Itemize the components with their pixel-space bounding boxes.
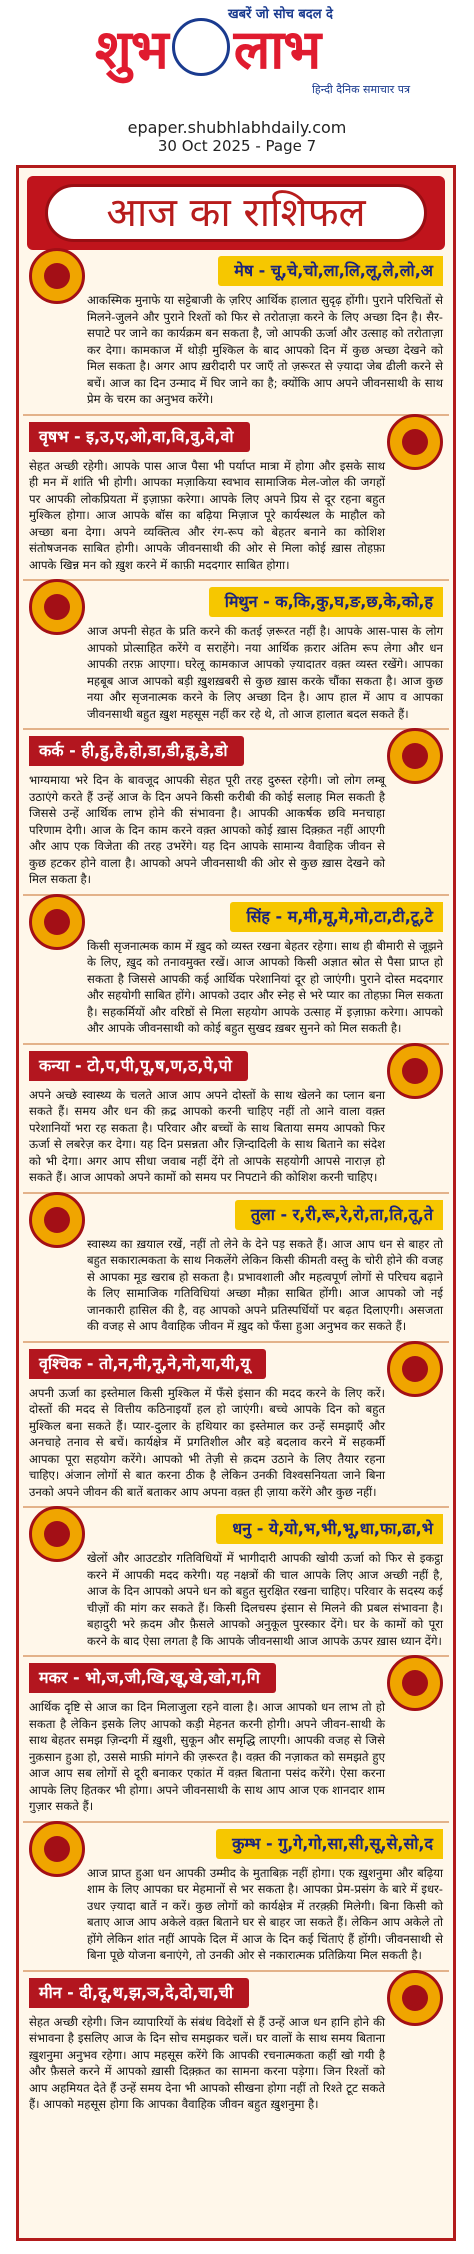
sign-section-scorpio — [19, 1347, 453, 1501]
divider — [23, 1506, 449, 1508]
masthead — [0, 0, 474, 100]
sign-title: कुम्भ - गु,गे,गो,सा,सी,सू,से,सो,द — [216, 1829, 443, 1859]
sign-text: भाग्यमाया भरे दिन के बावजूद आपकी सेहत पूरी तरह दुरुस्त रहेगी। जो लोग लम्बू उठाएंगे करते हैं उन्हें आज के दिन अपने किसी करीबी की कोई सलाह मिल सकती है जिससे उन्हें आर्थिक लाभ होने की संभावना है। आपकी आकर्षक छवि मनचाहा परिणाम देगी। आज के दिन काम करने वक़्त आपको कोई ख़ास दिक़्क़त नहीं आएगी और आप एक विजेता की तरह उभरेंगे। यह दिन आपके सामान्य वैवाहिक जीवन से कुछ हटकर होने वाला है। आपको अपने जीवनसाथी की ओर से कुछ ख़ास देखने को मिल सकता है। — [29, 773, 385, 886]
sign-section-libra — [19, 1198, 453, 1335]
sign-section-pisces — [19, 1976, 453, 2113]
sign-text: किसी सृजनात्मक काम में ख़ुद को व्यस्त रखना बेहतर रहेगा। साथ ही बीमारी से जूझने के लिए, ख़ुद को तनावमुक्त रखें। आज आपको किसी अज्ञात स्रोत से पैसा प्राप्त हो सकता है जिससे आपकी कई आर्थिक परेशानियां दूर हो जाएंगी। पुराने दोस्त मददगार और सहयोगी साबित होंगे। आपको उदार और स्नेह से भरे प्यार का तोहफ़ा मिल सकता है। सहकर्मियों और वरिष्ठों से मिला सहयोग आपके उत्साह में इज़ाफ़ा करेगा। आपको और आपके जीवनसाथी को कोई बहुत सुखद ख़बर सुनने को मिल सकती है। — [87, 938, 443, 1035]
sign-text: आकस्मिक मुनाफे या सट्टेबाजी के ज़रिए आर्थिक हालात सुदृढ़ होंगी। पुराने परिचितों से मिलने-जुलने और पुराने रिश्तों को फिर से तरोताज़ा करने के लिए अच्छा दिन है। सैर-सपाटे पर जाने का कार्यक्रम बन सकता है, जो आपकी ऊर्जा और उत्साह को तरोताज़ा कर देगा। कामकाज में थोड़ी मुश्किल के बाद आपको दिन में कुछ अच्छा देखने को मिल सकता है। अगर आप ख़रीदारी पर जाएँ तो ज़रूरत से ज़्यादा जेब ढीली करने से बचें। आज का दिन उन्माद में घिर जाने का है; क्योंकि आप अपने जीवनसाथी के साथ प्रेम के चरम का अनुभव करेंगे। — [87, 293, 443, 406]
newspaper-logo — [95, 10, 320, 84]
sign-section-leo — [19, 900, 453, 1037]
sign-text: स्वास्थ्य का ख़याल रखें, नहीं तो लेने के देने पड़ सकते हैं। आज आप धन से बाहर तो बहुत सकारात्मकता के साथ निकलेंगे लेकिन किसी कीमती वस्तु के चोरी होने की वजह से आपका मूड खराब हो सकता है। प्रभावशाली और महत्वपूर्ण लोगों से परिचय बढ़ाने के लिए सामाजिक गतिविधियां अच्छा मौक़ा साबित होंगी। आज आपको जो नई जानकारी हासिल की है, वह आपको अपने प्रतिस्पर्धियों पर बढ़त दिलाएगी। असजता की वजह से आप वैवाहिक जीवन में ख़ुद को फँसा हुआ अनुभव कर सकते हैं। — [87, 1236, 443, 1333]
sign-title: मीन - दी,दू,थ,झ,ञ,दे,दो,चा,ची — [29, 1978, 249, 2008]
logo-word-left: शुभ — [95, 18, 168, 81]
divider — [23, 894, 449, 896]
edition-meta — [0, 100, 474, 156]
virgo-icon — [387, 1043, 443, 1099]
sign-section-aquarius — [19, 1827, 453, 1964]
divider — [23, 414, 449, 416]
sign-title: कर्क - ही,हु,हे,हो,डा,डी,डू,डे,डो — [29, 736, 244, 766]
sign-title: मिथुन - क,कि,कु,घ,ङ,छ,के,को,ह — [209, 587, 443, 617]
sign-text: सेहत अच्छी रहेगी। जिन व्यापारियों के संबंध विदेशों से हैं उन्हें आज धन हानि होने की संभावना है इसलिए आज के दिन सोच समझकर चलें। घर वालों के साथ समय बिताना ख़ुशनुमा अनुभव रहेगा। आप महसूस करेंगे कि आपकी रचनात्मकता कहीं खो गयी है और फ़ैसले करने में आपको ख़ासी दिक़्क़त का सामना करना पड़ेगा। जिन रिश्तों को आप अहमियत देते हैं उन्हें समय देना भी आपको सीखना होगा नहीं तो रिश्ते टूट सकते हैं। आपको महसूस होगा कि आपका वैवाहिक जीवन बहुत ख़ुशनुमा है। — [29, 2014, 385, 2111]
pisces-icon — [387, 1970, 443, 2026]
sign-title: मेष - चू,चे,चो,ला,लि,लू,ले,लो,अ — [218, 256, 443, 286]
sagittarius-icon — [29, 1506, 85, 1562]
date-page: 30 Oct 2025 - Page 7 — [157, 137, 317, 155]
sign-title: कन्या - टो,प,पी,पू,ष,ण,ठ,पे,पो — [29, 1051, 248, 1081]
divider — [23, 1970, 449, 1972]
ganesh-icon — [172, 18, 230, 76]
taurus-icon — [387, 414, 443, 470]
aquarius-icon — [29, 1821, 85, 1877]
sign-section-capricorn — [19, 1661, 453, 1815]
leo-icon — [29, 894, 85, 950]
masthead-tagline: खबरें जो सोच बदल दे — [228, 7, 333, 22]
divider — [23, 1821, 449, 1823]
scorpio-icon — [387, 1341, 443, 1397]
sign-title: सिंह - म,मी,मू,मे,मो,टा,टी,टू,टे — [230, 902, 443, 932]
sign-text: अपने अच्छे स्वास्थ्य के चलते आज आप अपने दोस्तों के साथ खेलने का प्लान बना सकते हैं। समय और धन की क़द्र आपको करनी चाहिए नहीं तो आने वाला वक़्त परेशानियों भरा रह सकता है। परिवार और बच्चों के साथ बिताया समय आपको फिर ऊर्जा से लबरेज़ कर देगा। यह दिन प्रसन्नता और ज़िन्दादिली के साथ बिताने का संदेश को भी देगा। अगर आप सीधा जवाब नहीं देंगे तो आपके सहयोगी आपसे नाराज़ हो सकते हैं। आज आपको अपने कामों को समय पर निपटाने की कोशिश करनी चाहिए। — [29, 1087, 385, 1184]
sign-section-aries — [19, 254, 453, 408]
page-title: आज का राशिफल — [45, 184, 427, 242]
divider — [23, 1192, 449, 1194]
aries-icon — [29, 248, 85, 304]
divider — [23, 579, 449, 581]
cancer-icon — [387, 728, 443, 784]
masthead-subtag: हिन्दी दैनिक समाचार पत्र — [312, 83, 411, 96]
capricorn-icon — [387, 1655, 443, 1711]
sign-section-cancer — [19, 734, 453, 888]
sign-title: मकर - भो,ज,जी,खि,खू,खे,खो,ग,गि — [29, 1663, 276, 1693]
divider — [23, 1341, 449, 1343]
sign-text: आज प्राप्त हुआ धन आपकी उम्मीद के मुताबिक़ नहीं होगा। एक ख़ुशनुमा और बढ़िया शाम के लिए आपका घर मेहमानों से भर सकता है। आपका प्रेम-प्रसंग के बारे में इधर-उधर ज़्यादा बातें न करें। कुछ लोगों को कार्यक्षेत्र में तरक़्क़ी मिलेगी। बिना किसी को बताए आज आप अकेले वक़्त बिताने घर से बाहर जा सकते हैं। लेकिन आप अकेले तो होंगे लेकिन शांत नहीं आपके दिल में आज के दिन कई चिंताएं हैं होंगी। जीवनसाथी से बिना पूछे योजना बनाएंगे, तो उनकी ओर से नकारात्मक प्रतिक्रिया मिल सकती है। — [87, 1865, 443, 1962]
sign-section-sagittarius — [19, 1512, 453, 1649]
sign-text: अपनी ऊर्जा का इस्तेमाल किसी मुश्किल में फँसे इंसान की मदद करने के लिए करें। दोस्तों की मदद से वित्तीय कठिनाइयाँ हल हो जाएंगी। बच्चे आपके दिन को बहुत मुश्किल बना सकते हैं। प्यार-दुलार के हथियार का इस्तेमाल कर उन्हें समझाएँ और अनचाहे तनाव से बचें। कार्यक्षेत्र में प्रगतिशील और बड़े बदलाव करने में सहकर्मी आपका पूरा सहयोग करेंगे। आपको भी तेज़ी से क़दम उठाने के लिए तैयार रहना चाहिए। अंजान लोगों से बात करना ठीक है लेकिन उनकी विश्वसनियता जाने बिना उनको अपने जीवन की बातें बताकर आप अपना वक़्त ही ज़ाया करेंगे और कुछ नहीं। — [29, 1385, 385, 1499]
divider — [23, 1043, 449, 1045]
divider — [23, 1655, 449, 1657]
sign-text: आर्थिक दृष्टि से आज का दिन मिलाजुला रहने वाला है। आज आपको धन लाभ तो हो सकता है लेकिन इसके लिए आपको कड़ी मेहनत करनी होगी। अपने जीवन-साथी के साथ बेहतर समझ ज़िन्दगी में ख़ुशी, सुकून और समृद्धि लाएगी। आपकी वजह से जिसे नुक़सान हुआ हो, उससे माफ़ी मांगने की ज़रूरत है। वक़्त की नज़ाकत को समझते हुए आज आप सब लोगों से दूरी बनाकर एकांत में वक़्त बिताना पसंद करेंगे। ऐसा करना आपके लिए हितकर भी होगा। अपने जीवनसाथी के साथ आप आज एक शानदार शाम गुज़ार सकते हैं। — [29, 1700, 385, 1813]
sign-section-gemini — [19, 585, 453, 722]
sign-section-virgo — [19, 1049, 453, 1186]
sign-title: धनु - ये,यो,भ,भी,भू,धा,फा,ढा,भे — [216, 1514, 443, 1544]
sign-title: वृश्चिक - तो,न,नी,नू,ने,नो,या,यी,यू — [29, 1349, 266, 1379]
gemini-icon — [29, 579, 85, 635]
epaper-url[interactable]: epaper.shubhlabhdaily.com — [127, 118, 347, 137]
logo-word-right: लाभ — [233, 18, 321, 81]
sign-title: तुला - र,री,रू,रे,रो,ता,ति,तू,ते — [235, 1200, 443, 1230]
sign-text: आज अपनी सेहत के प्रति करने की कतई ज़रूरत नहीं है। आपके आस-पास के लोग आपको प्रोत्साहित करेंगे व सराहेंगे। नया आर्थिक क़रार अंतिम रूप लेगा और धन आपकी तरफ़ आएगा। घरेलू कामकाज आपको ज़्यादातर वक़्त व्यस्त रखेंगे। आपका महबूब आज आपको बड़ी ख़ुशख़बरी से कुछ ख़ास करके चौंका सकता है। आज कुछ नया और सृजनात्मक करने के लिए अच्छा दिन है। आप हाल में आप व आपका जीवनसाथी बहुत ख़ुश महसूस नहीं कर रहे थे, तो आज हालात बदल सकते हैं। — [87, 624, 443, 721]
sign-text: सेहत अच्छी रहेगी। आपके पास आज पैसा भी पर्याप्त मात्रा में होगा और इसके साथ ही मन में शांति भी होगी। आपका मज़ाकिया स्वभाव सामाजिक मेल-जोल की जगहों पर आपकी लोकप्रियता में इज़ाफ़ा करेगा। आपके लिए अपने प्रिय से दूर रहना बहुत मुश्किल होगा। आज आपके बॉस का बढ़िया मिज़ाज पूरे कार्यस्थल के माहौल को अच्छा बना देगा। अपने व्यक्तित्व और रंग-रूप को बेहतर बनाने का कोशिश संतोषजनक साबित होगी। आपके जीवनसाथी की ओर से मिला कोई ख़ास तोहफ़ा आपके खिन्न मन को ख़ुश करने में काफ़ी मददगार साबित होगा। — [29, 458, 385, 572]
title-band — [27, 176, 445, 250]
horoscope-page — [16, 165, 456, 2241]
sign-section-taurus — [19, 420, 453, 574]
sign-title: वृषभ - इ,उ,ए,ओ,वा,वि,वु,वे,वो — [29, 422, 250, 452]
sign-text: खेलों और आउटडोर गतिविधियों में भागीदारी आपकी खोयी ऊर्जा को फिर से इकट्ठा करने में आपकी मदद करेगी। यह नक्षत्रों की चाल आपके लिए आज अच्छी नहीं है, आज के दिन आपको अपने धन को बहुत सुरक्षित रखना चाहिए। परिवार के सदस्य कई चीज़ों की मांग कर सकते हैं। किसी दिलचस्प इंसान से मिलने की प्रबल संभावना है। बहादुरी भरे क़दम और फ़ैसले आपको अनुकूल पुरस्कार देंगे। घर के कामों को पूरा करने के बाद ऐसा लगता है कि आपके जीवनसाथी आज आपके ऊपर ख़ास ध्यान देंगे। — [87, 1551, 443, 1648]
libra-icon — [29, 1192, 85, 1248]
divider — [23, 728, 449, 730]
